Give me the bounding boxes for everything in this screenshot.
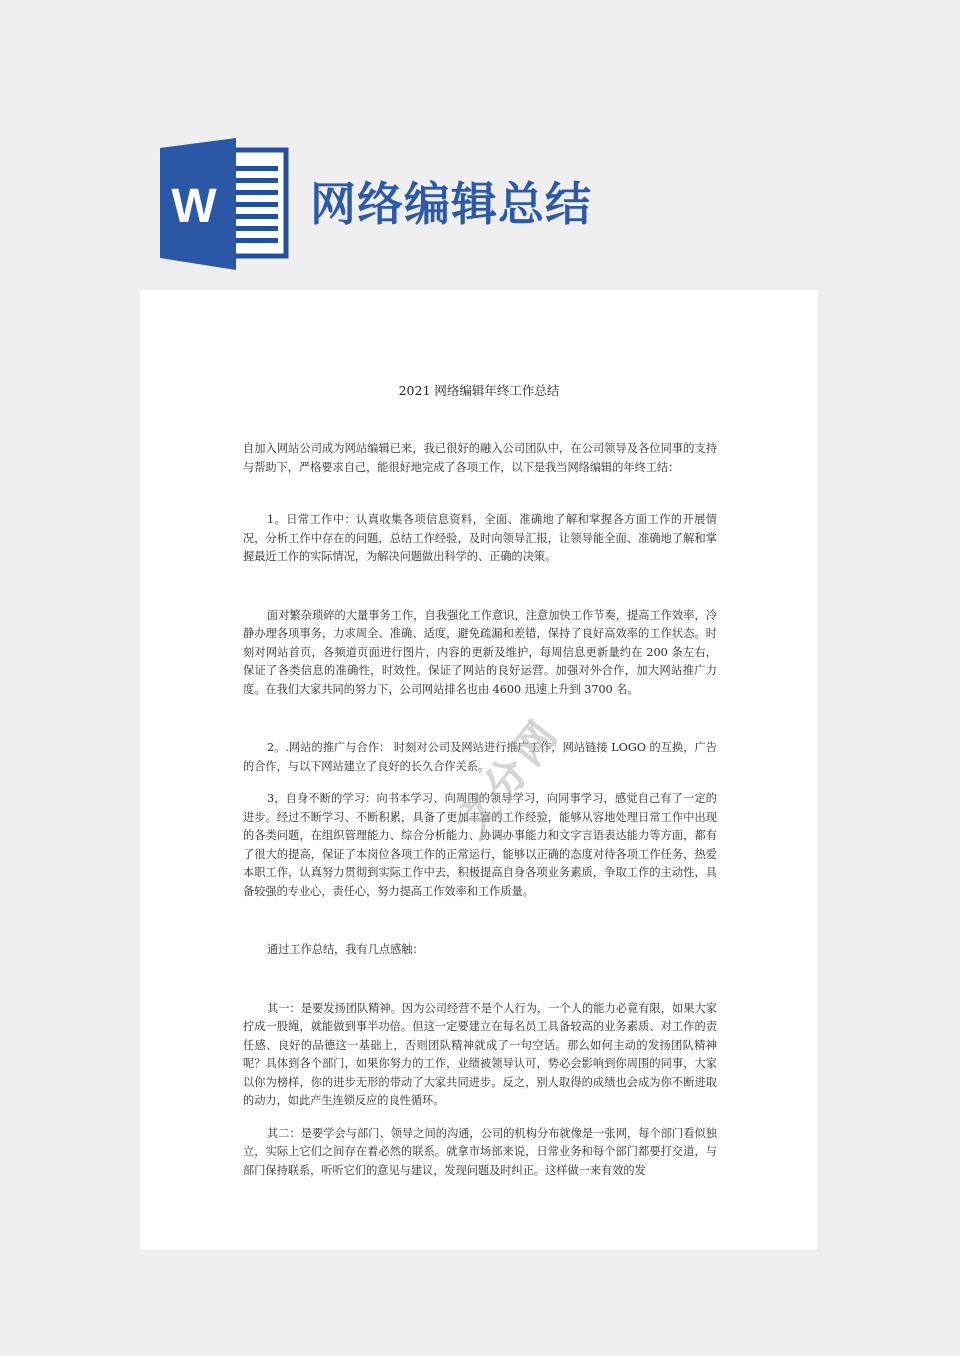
header-title: 网络编辑总结	[310, 177, 592, 231]
communication-paragraph: 其二：是要学会与部门、领导之间的沟通，公司的机构分布就像是一张网，每个部门看似独立，实际上它们之间存在着必然的联系。就拿市场部来说，日常业务和每个部门都要打交道，与部门保持联系，听听它们的意见与建议，发现问题及时纠正。这样做一来有效的发	[243, 1126, 717, 1177]
promotion-paragraph: 2。.网站的推广与合作： 时刻对公司及网站进行推广工作，网站链接 LOGO 的互换，广告的合作，与以下网站建立了良好的长久合作关系。	[243, 741, 717, 773]
word-icon-letter: W	[171, 180, 217, 233]
word-document-icon	[160, 138, 290, 270]
document-header	[160, 138, 860, 270]
workload-paragraph: 面对繁杂琐碎的大量事务工作，自我强化工作意识，注意加快工作节奏，提高工作效率，冷静办理各项事务，力求周全、准确、适度，避免疏漏和差错，保持了良好高效率的工作状态。时刻对网站首页，各频道页面进行图片，内容的更新及维护，每周信息更新量约在 200 条左右，保证了各类信息的准确性，时效性。保证了网站的良好运营。加强对外合作，加大网站推广力度。在我们大家共同的努力下，公司网站排名也由 4600 迅速上升到 3700 名。	[243, 608, 717, 696]
watermark: 文分网	[448, 709, 570, 847]
document-title: 2021 网络编辑年终工作总结	[398, 383, 560, 398]
document-body	[243, 440, 717, 1180]
self-learning-paragraph: 3，自身不断的学习：向书本学习、向周围的领导学习，向同事学习，感觉自己有了一定的进步。经过不断学习、不断积累，具备了更加丰富的工作经验，能够从容地处理日常工作中出现的各类问题，在组织管理能力、综合分析能力、协调办事能力和文字言语表达能力等方面，都有了很大的提高，保证了本岗位各项工作的正常运行，能够以正确的态度对待各项工作任务，热爱本职工作，认真努力贯彻到实际工作中去，积极提高自身各项业务素质，争取工作的主动性，具备较强的专业心，责任心，努力提高工作效率和工作质量。	[243, 792, 717, 898]
reflection-intro-paragraph: 通过工作总结，我有几点感触：	[267, 943, 424, 956]
daily-work-paragraph: 1。日常工作中：认真收集各项信息资料，全面、准确地了解和掌握各方面工作的开展情况，分析工作中存在的问题，总结工作经验，及时向领导汇报，让领导能全面、准确地了解和掌握最近工作的实际情况，为解决问题做出科学的、正确的决策。	[243, 513, 717, 563]
document-page	[140, 290, 818, 1250]
teamwork-paragraph: 其一：是要发扬团队精神。因为公司经营不是个人行为，一个人的能力必竟有限，如果大家拧成一股绳，就能做到事半功倍。但这一定要建立在每名员工具备较高的业务素质、对工作的责任感、良好的品德这一基础上，否则团队精神就成了一句空话。那么如何主动的发扬团队精神呢？具体到各个部门，如果你努力的工作，业绩被领导认可，势必会影响到你周围的同事，大家以你为榜样，你的进步无形的带动了大家共同进步。反之，别人取得的成绩也会成为你不断进取的动力，如此产生连锁反应的良性循环。	[243, 1001, 717, 1107]
intro-paragraph: 自加入网站公司成为网站编辑已来，我已很好的融入公司团队中，在公司领导及各位同事的支持与帮助下，严格要求自己，能很好地完成了各项工作，以下是我当网络编辑的年终工结：	[243, 442, 717, 474]
